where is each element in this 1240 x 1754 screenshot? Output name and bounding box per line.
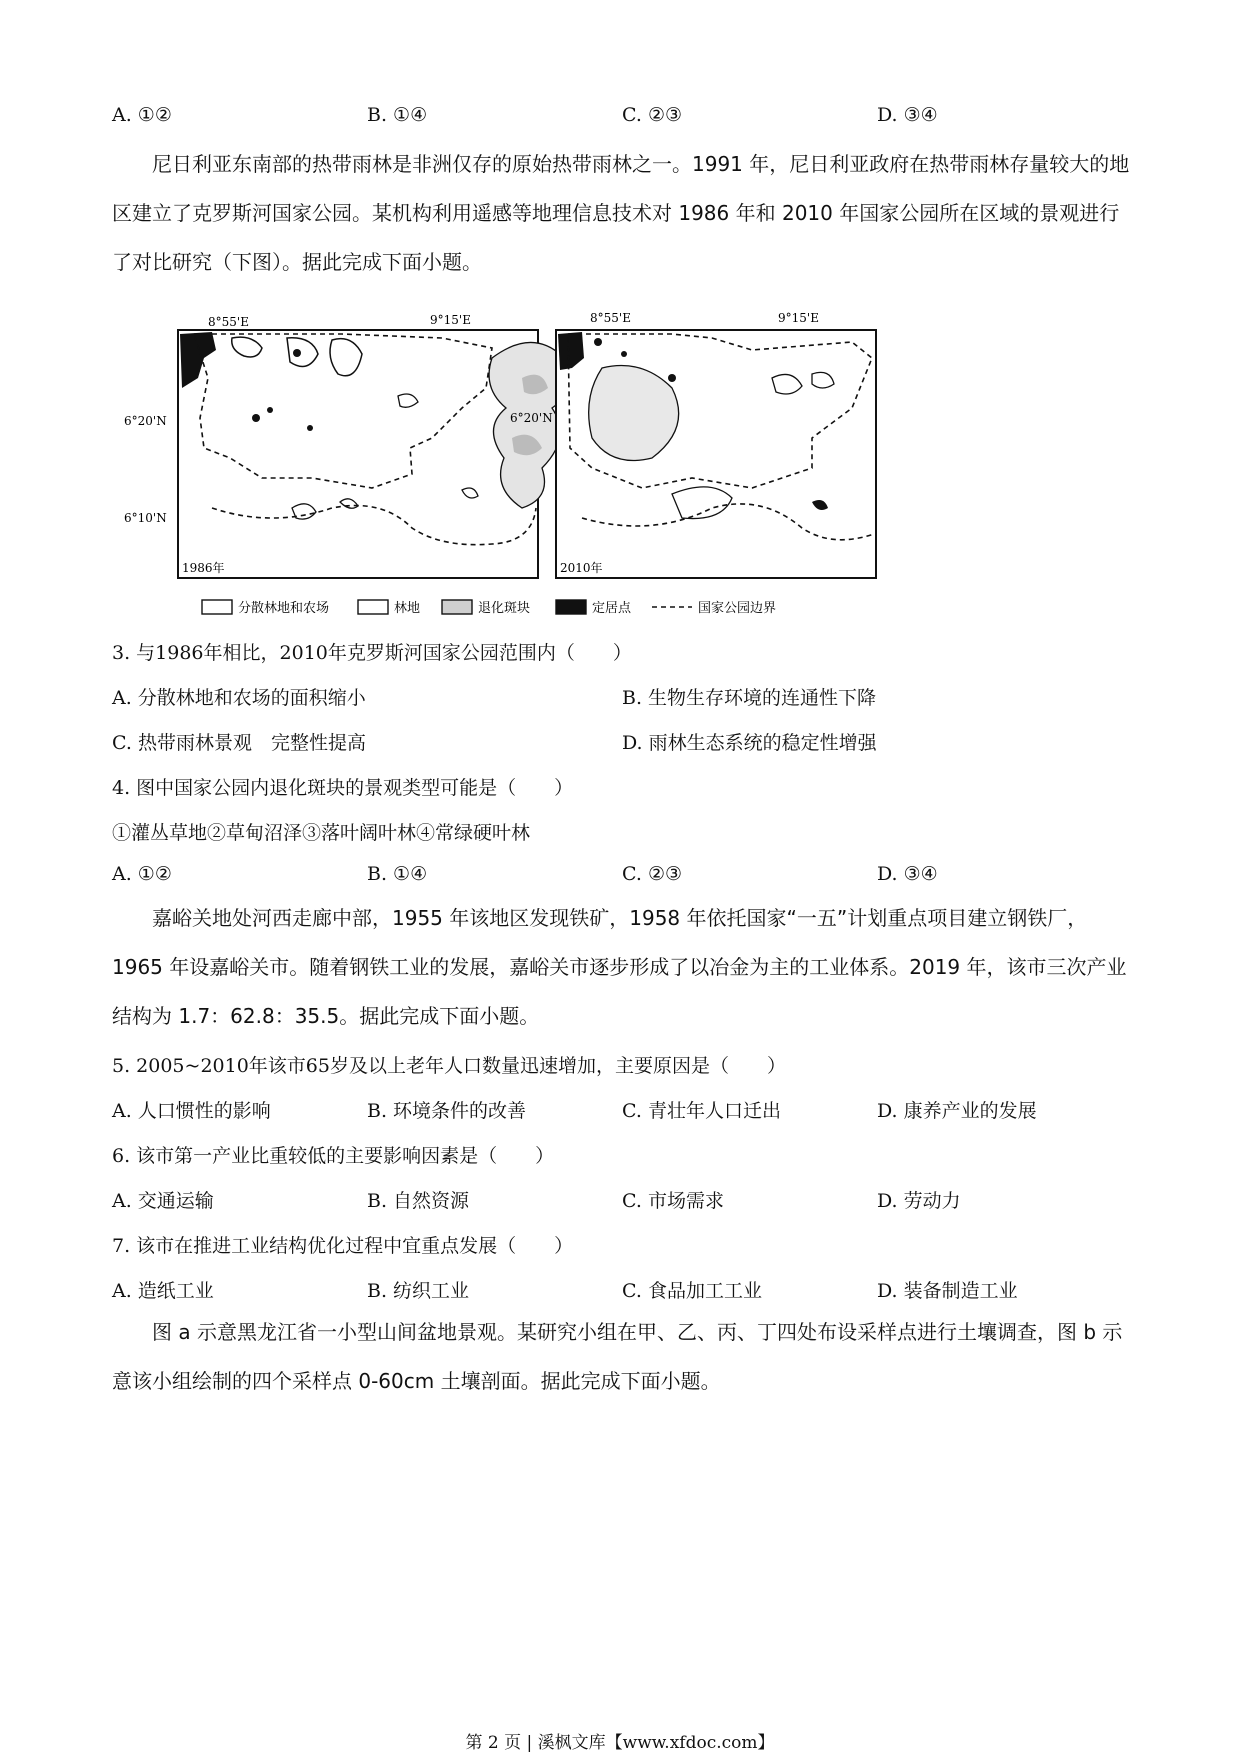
q4-option-d: D. ③④: [877, 863, 938, 885]
map2-lon2: 9°15'E: [778, 311, 819, 325]
map1-lat1: 6°20'N: [124, 414, 167, 428]
q3-stem: 3. 与1986年相比，2010年克罗斯河国家公园范围内（ ）: [112, 642, 632, 664]
q6-option-a: A. 交通运输: [112, 1190, 214, 1212]
q5-option-a: A. 人口惯性的影响: [112, 1100, 271, 1122]
q4-stem: 4. 图中国家公园内退化斑块的景观类型可能是（ ）: [112, 777, 574, 799]
legend-scattered-forest: 分散林地和农场: [238, 601, 330, 616]
map2-year: 2010年: [560, 561, 603, 575]
q3-option-c: C. 热带雨林景观 完整性提高: [112, 732, 366, 754]
page-footer: 第 2 页 | 溪枫文库【www.xfdoc.com】: [465, 1733, 775, 1753]
q7-option-a: A. 造纸工业: [112, 1280, 214, 1302]
q7-option-b: B. 纺织工业: [367, 1280, 470, 1302]
map-2010: [510, 311, 876, 578]
map1-lon1: 8°55'E: [208, 315, 249, 329]
prev-option-c: C. ②③: [622, 104, 683, 126]
passage-jiayuguan: [112, 894, 1132, 1041]
q4-items: ①灌丛草地②草甸沼泽③落叶阔叶林④常绿硬叶林: [112, 822, 531, 844]
prev-option-a: A. ①②: [112, 104, 172, 126]
passage-jiayuguan-text: 嘉峪关地处河西走廊中部，1955 年该地区发现铁矿，1958 年依托国家“一五”计划重点项目建立钢铁厂，1965 年设嘉峪关市。随着钢铁工业的发展，嘉峪关市逐步形成了以冶金为主的工业体系。2019 年，该市三次产业结构为 1.7：62.8：35.5。据此完成下面小题。: [112, 906, 1127, 1028]
q6-option-b: B. 自然资源: [367, 1190, 470, 1212]
q5-option-b: B. 环境条件的改善: [367, 1100, 527, 1122]
legend-degraded-patch: 退化斑块: [478, 601, 531, 616]
q4-option-a: A. ①②: [112, 863, 172, 885]
q3-option-d: D. 雨林生态系统的稳定性增强: [622, 732, 877, 754]
legend-settlement: 定居点: [592, 601, 632, 616]
q6-option-c: C. 市场需求: [622, 1190, 724, 1212]
q5-option-c: C. 青壮年人口迁出: [622, 1100, 781, 1122]
prev-option-d: D. ③④: [877, 104, 938, 126]
map-legend: [202, 600, 776, 616]
map1-lon2: 9°15'E: [430, 313, 471, 327]
q3-option-a: A. 分散林地和农场的面积缩小: [112, 687, 366, 709]
legend-park-boundary: 国家公园边界: [698, 601, 777, 616]
q7-option-c: C. 食品加工工业: [622, 1280, 762, 1302]
q6-option-d: D. 劳动力: [877, 1190, 961, 1212]
q4-option-b: B. ①④: [367, 863, 428, 885]
map-1986: [124, 313, 538, 578]
landscape-comparison-figure: [112, 298, 972, 618]
q3-option-b: B. 生物生存环境的连通性下降: [622, 687, 877, 709]
legend-forest: 林地: [394, 601, 421, 616]
q7-stem: 7. 该市在推进工业结构优化过程中宜重点发展（ ）: [112, 1235, 574, 1257]
map2-lon1: 8°55'E: [590, 311, 631, 325]
passage-heilongjiang-text: 图 a 示意黑龙江省一小型山间盆地景观。某研究小组在甲、乙、丙、丁四处布设采样点进行土壤调查，图 b 示意该小组绘制的四个采样点 0-60cm 土壤剖面。据此完成下面小题。: [112, 1320, 1123, 1393]
q6-stem: 6. 该市第一产业比重较低的主要影响因素是（ ）: [112, 1145, 555, 1167]
passage-rainforest: [112, 140, 1132, 287]
map1-lat2: 6°10'N: [124, 511, 167, 525]
q7-option-d: D. 装备制造工业: [877, 1280, 1018, 1302]
passage-rainforest-text: 尼日利亚东南部的热带雨林是非洲仅存的原始热带雨林之一。1991 年，尼日利亚政府在热带雨林存量较大的地区建立了克罗斯河国家公园。某机构利用遥感等地理信息技术对 1986 年和 2010 年国家公园所在区域的景观进行了对比研究（下图）。据此完成下面小题。: [112, 152, 1130, 274]
q5-stem: 5. 2005~2010年该市65岁及以上老年人口数量迅速增加，主要原因是（ ）: [112, 1055, 786, 1077]
q4-option-c: C. ②③: [622, 863, 683, 885]
prev-option-b: B. ①④: [367, 104, 428, 126]
q5-option-d: D. 康养产业的发展: [877, 1100, 1037, 1122]
map1-year: 1986年: [182, 561, 225, 575]
passage-heilongjiang: [112, 1308, 1132, 1406]
map2-lat1: 6°20'N: [510, 411, 553, 425]
